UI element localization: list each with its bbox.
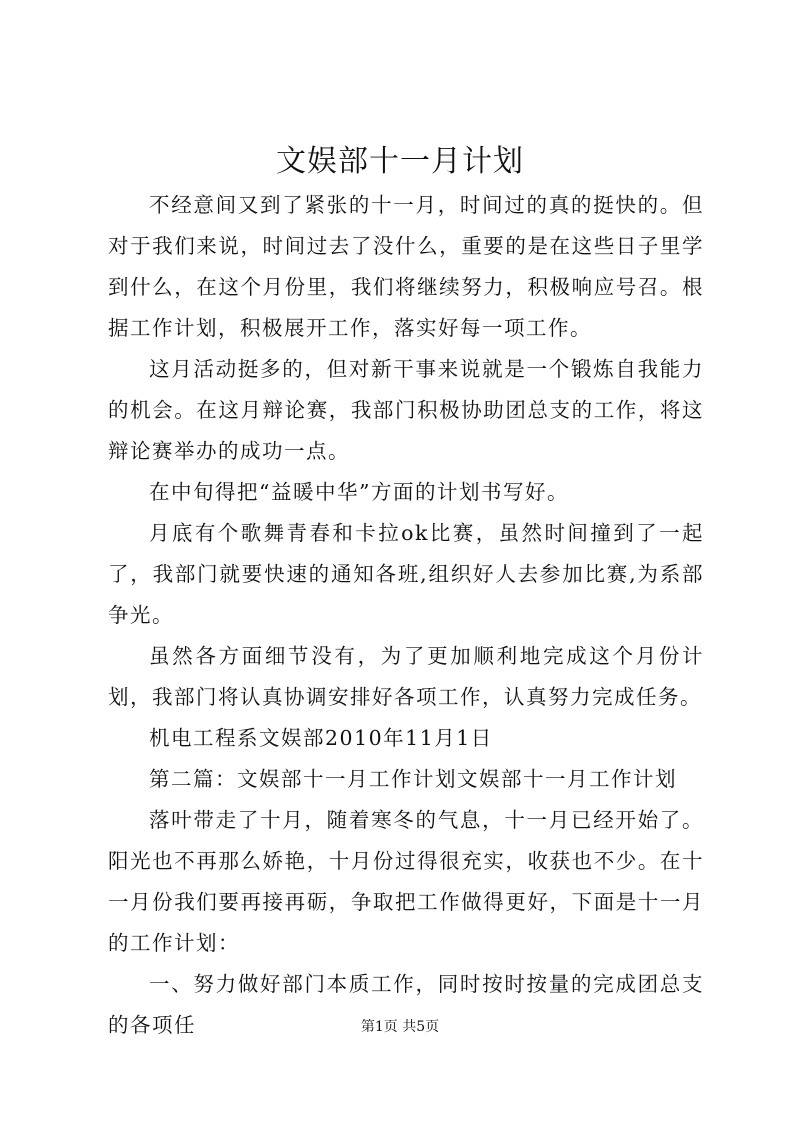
signature-line: 机电工程系文娱部2010年11月1日 bbox=[149, 726, 493, 750]
section-heading-2: 第二篇：文娱部十一月工作计划文娱部十一月工作计划 bbox=[149, 767, 677, 791]
page-footer: 第1页 共5页 bbox=[360, 1019, 440, 1035]
paragraph-2: 这月活动挺多的，但对新干事来说就是一个锻炼自我能力的机会。在这月辩论赛，我部门积极协助团总支的工作，将这辩论赛举办的成功一点。 bbox=[108, 357, 704, 463]
paragraph-6: 落叶带走了十月，随着寒冬的气息，十一月已经开始了。阳光也不再那么娇艳，十月份过得很充实，收获也不少。在十一月份我们要再接再砺，争取把工作做得更好，下面是十一月的工作计划： bbox=[108, 808, 704, 955]
paragraph-5: 虽然各方面细节没有，为了更加顺利地完成这个月份计划，我部门将认真协调安排好各项工作，认真努力完成任务。 bbox=[108, 644, 704, 709]
document-body bbox=[108, 185, 704, 1046]
paragraph-1: 不经意间又到了紧张的十一月，时间过的真的挺快的。但对于我们来说，时间过去了没什么，重要的是在这些日子里学到什么，在这个月份里，我们将继续努力，积极响应号召。根据工作计划，积极展开工作，落实好每一项工作。 bbox=[108, 193, 704, 340]
document-title: 文娱部十一月计划 bbox=[276, 144, 524, 179]
paragraph-4: 月底有个歌舞青春和卡拉ok比赛，虽然时间撞到了一起了，我部门就要快速的通知各班,组织好人去参加比赛,为系部争光。 bbox=[108, 521, 704, 627]
paragraph-7: 一、努力做好部门本质工作，同时按时按量的完成团总支的各项任 bbox=[108, 972, 704, 1037]
paragraph-3: 在中旬得把“益暖中华”方面的计划书写好。 bbox=[149, 480, 569, 504]
